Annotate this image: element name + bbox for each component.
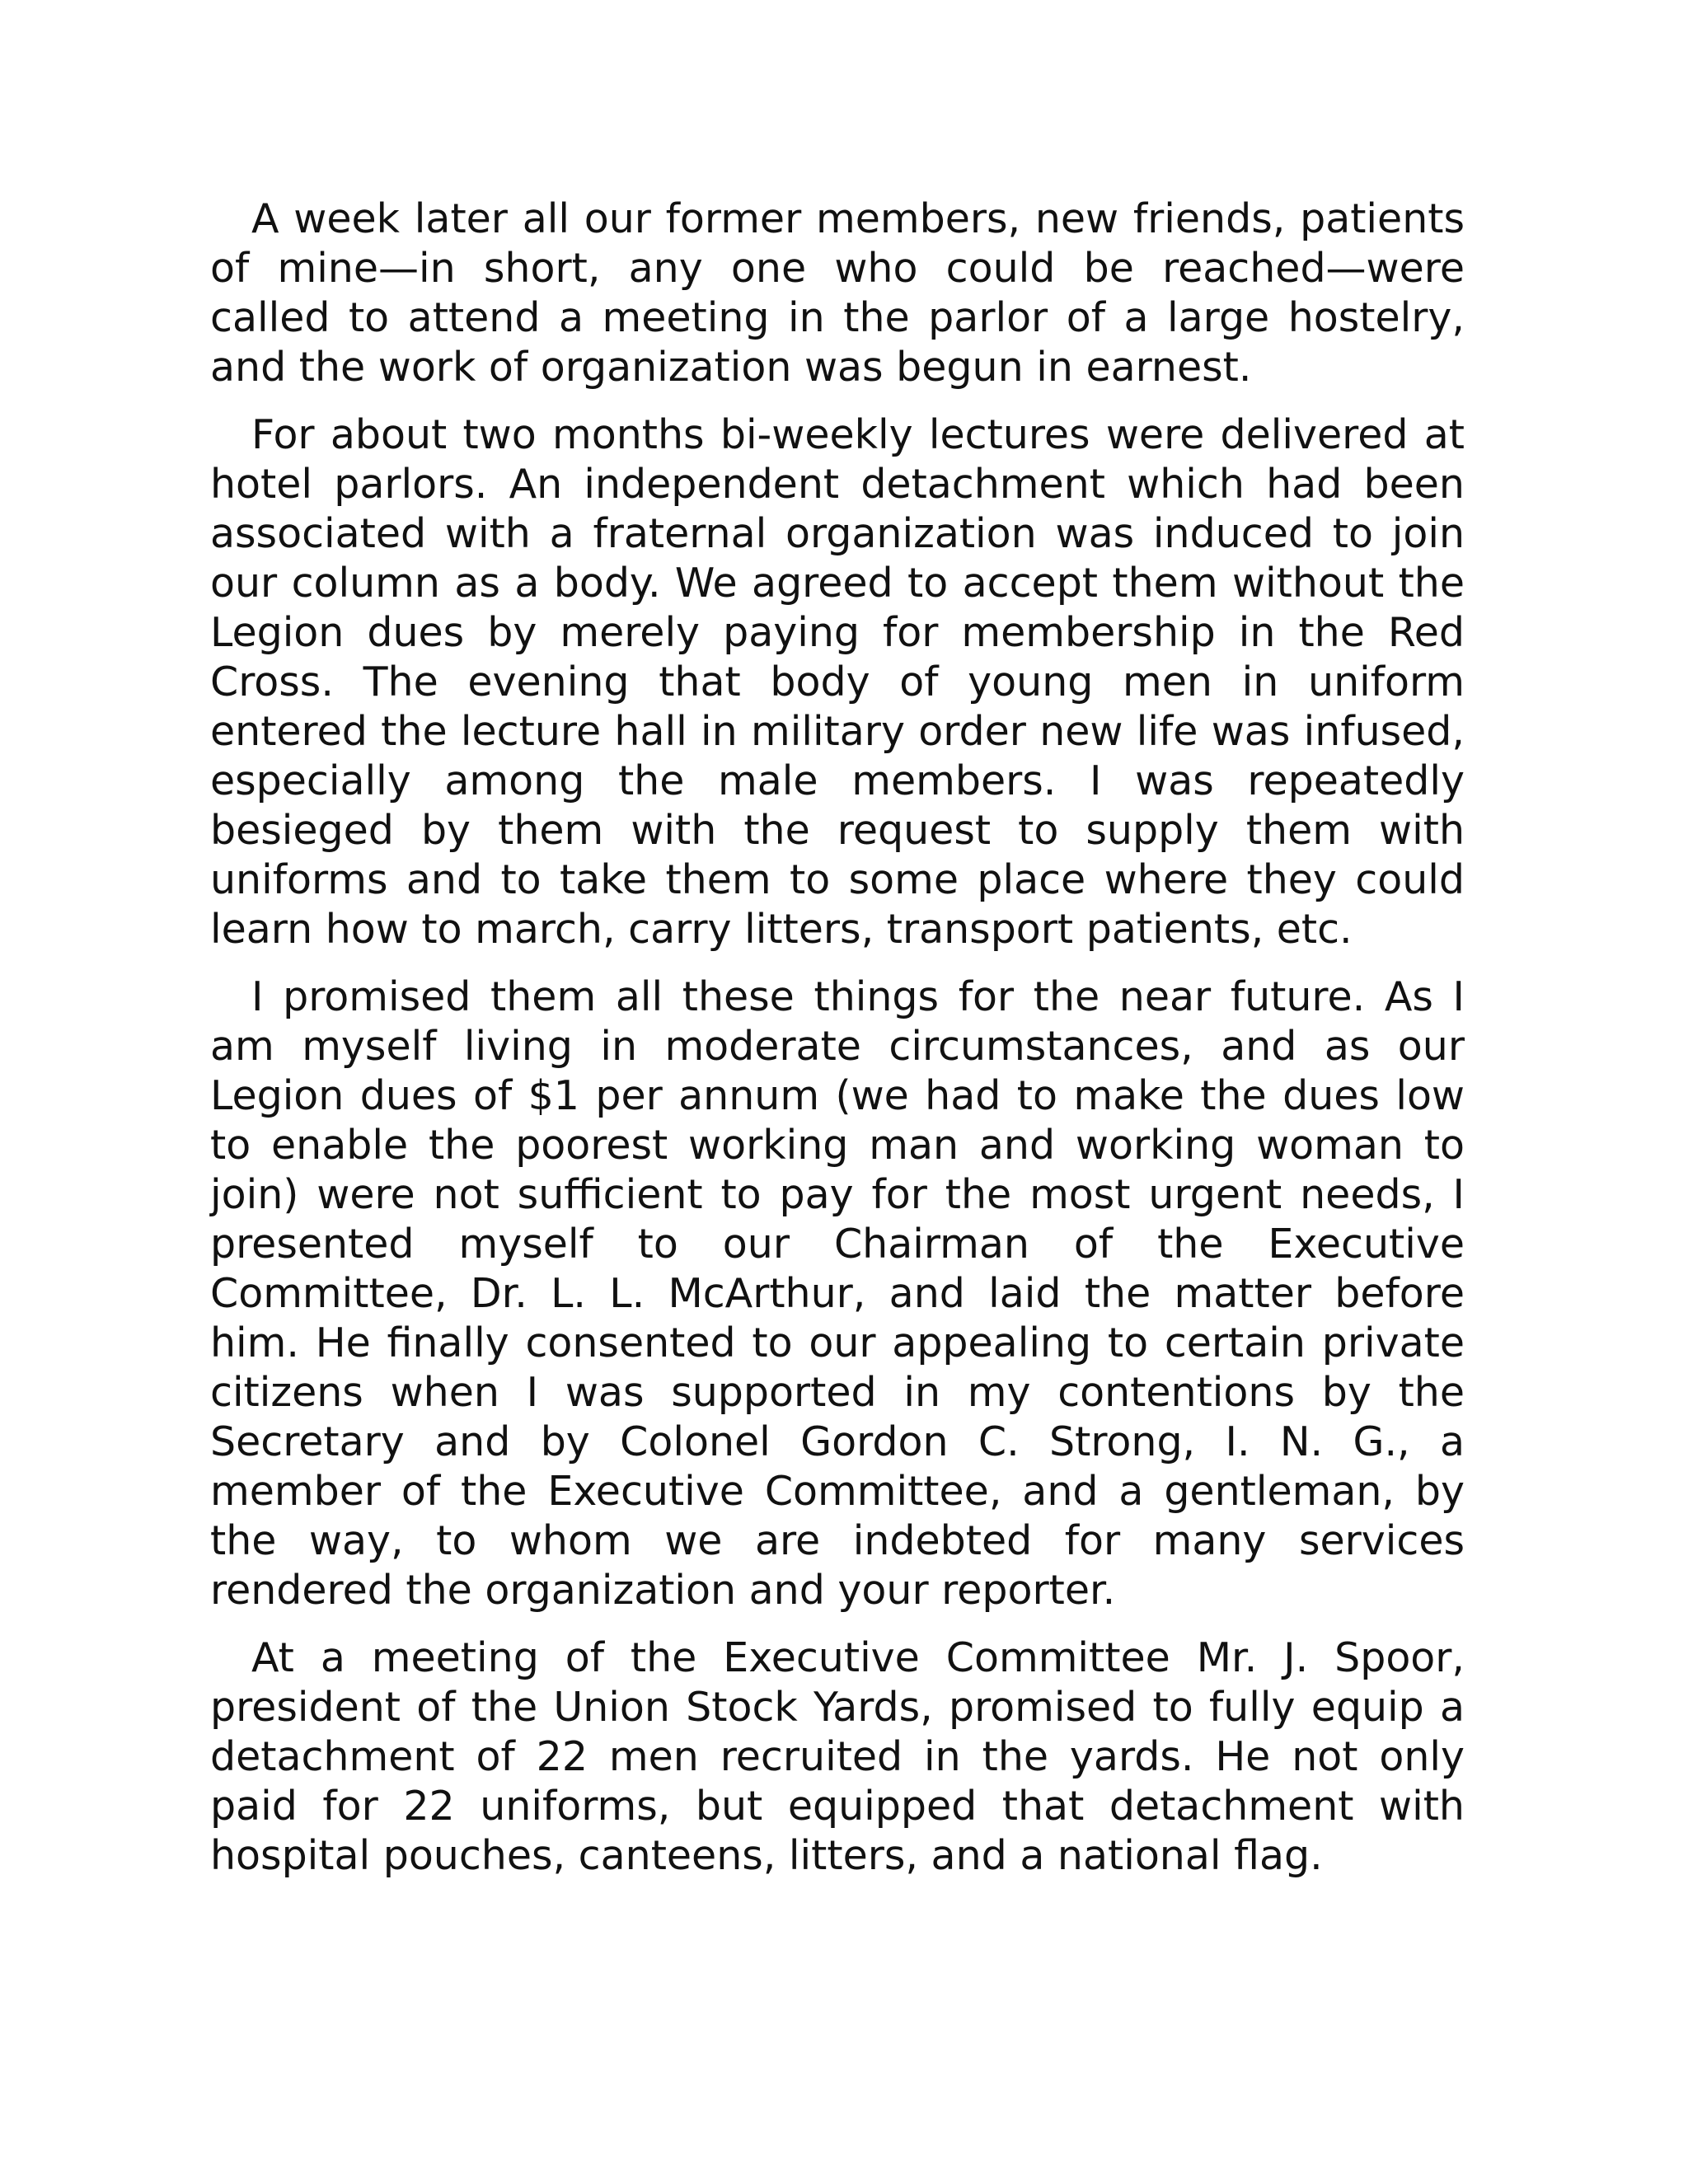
paragraph-lectures-detachment: For about two months bi-weekly lectures were delivered at hotel parlors. An independent detachment which had been associated with a fraternal organization was induced to join our column as a body. We agreed to accept them without the Legion dues by merely paying for membership in the Red Cross. The evening that body of young men in uniform entered the lecture hall in military order new life was infused, especially among the male members. I was repeatedly besieged by them with the request to supply them with uniforms and to take them to some place where they could learn how to march, carry litters, transport patients, etc.	[210, 411, 1465, 953]
document-page	[210, 194, 1465, 1899]
paragraph-executive-committee: I promised them all these things for the near future. As I am myself living in moderate circumstances, and as our Legion dues of $1 per annum (we had to make the dues low to enable the poorest working man and working woman to join) were not sufficient to pay for the most urgent needs, I presented myself to our Chairman of the Executive Committee, Dr. L. L. McArthur, and laid the matter before him. He finally consented to our appealing to certain private citizens when I was supported in my contentions by the Secretary and by Colonel Gordon C. Strong, I. N. G., a member of the Executive Committee, and a gentleman, by the way, to whom we are indebted for many services rendered the organization and your reporter.	[210, 973, 1465, 1614]
paragraph-union-stock-yards: At a meeting of the Executive Committee Mr. J. Spoor, president of the Union Stock Yards, promised to fully equip a detachment of 22 men recruited in the yards. He not only paid for 22 uniforms, but equipped that detachment with hospital pouches, canteens, litters, and a national flag.	[210, 1634, 1465, 1879]
paragraph-meeting-called: A week later all our former members, new friends, patients of mine—in short, any one who could be reached—were called to attend a meeting in the parlor of a large hostelry, and the work of organization was begun in earnest.	[210, 195, 1465, 391]
